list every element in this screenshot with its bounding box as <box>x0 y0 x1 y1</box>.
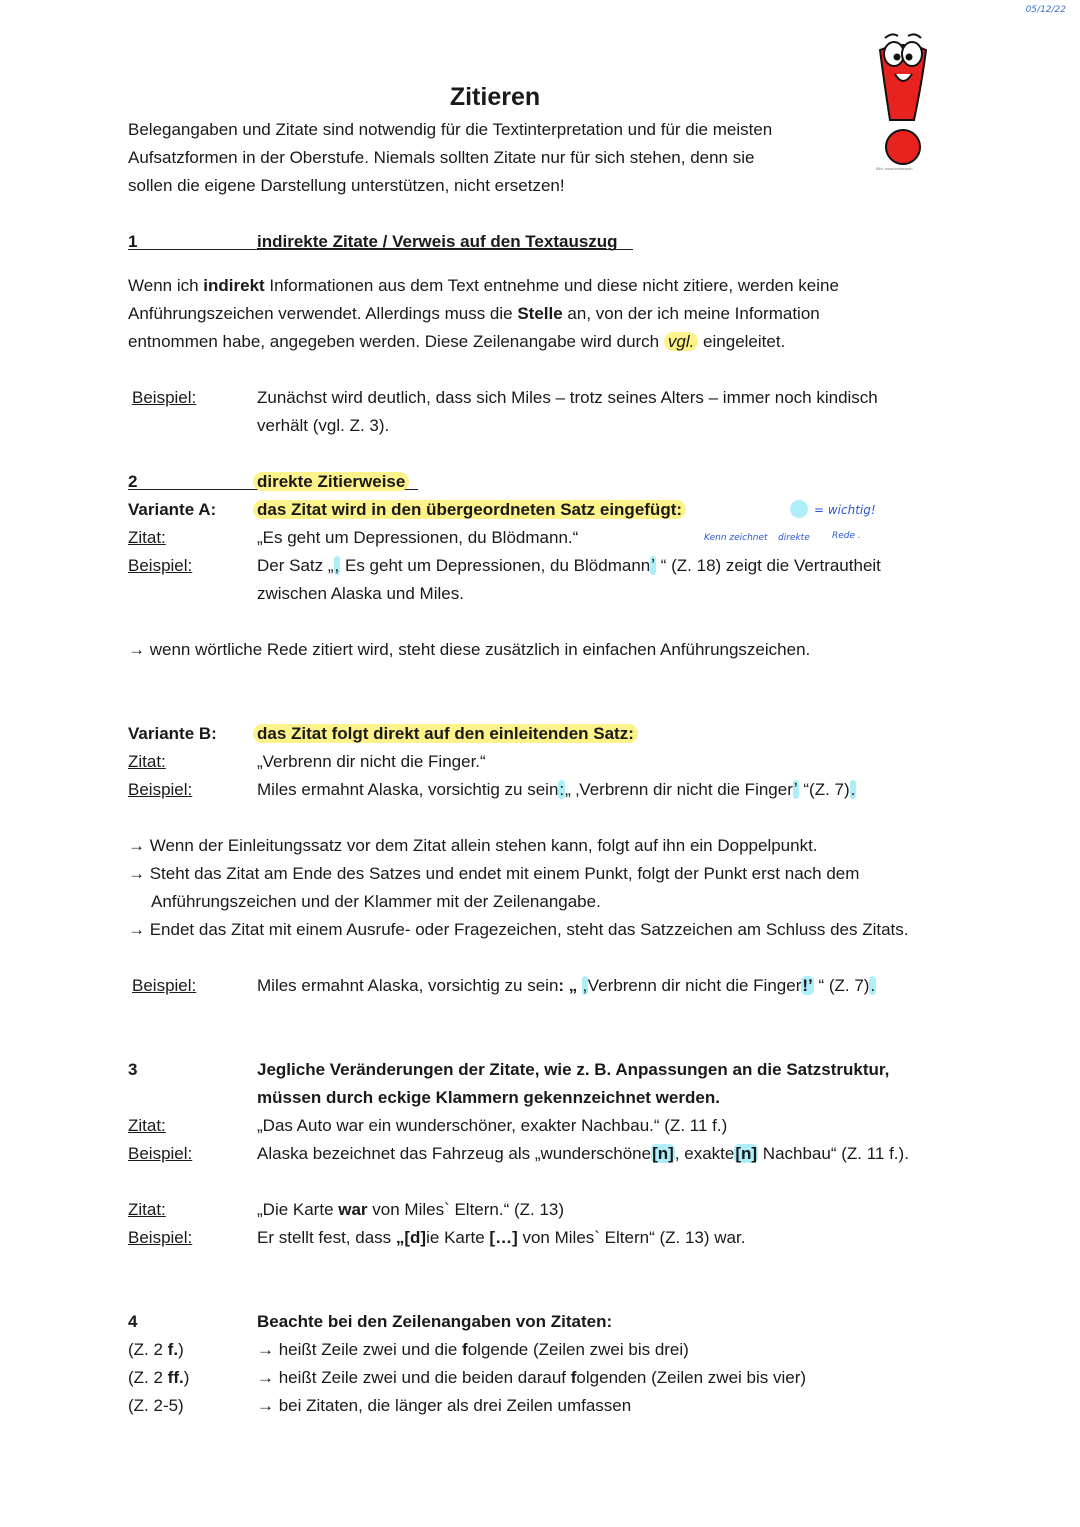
legend-text: = wichtig! <box>814 503 876 517</box>
line-ref-label <box>128 1336 184 1364</box>
text-run-bold: f. <box>167 1340 179 1359</box>
zitat-label: Zitat: <box>128 1116 166 1135</box>
rule-line: → Wenn der Einleitungssatz vor dem Zitat allein stehen kann, folgt auf ihn ein Doppelpunkt. <box>128 836 818 855</box>
text-run-bold: f <box>570 1368 577 1387</box>
handwritten-note: direkte <box>778 533 810 543</box>
section-4-number: 4 <box>128 1312 138 1331</box>
text-run: Miles ermahnt Alaska, vorsichtig zu sein <box>257 780 559 799</box>
beispiel-label: Beispiel: <box>128 1228 193 1247</box>
text-run: Der Satz „ <box>257 556 334 575</box>
legend-swatch-icon <box>790 500 808 518</box>
text-run: ie Karte <box>426 1228 490 1247</box>
highlighted-mark: ‚ <box>583 976 587 995</box>
beispiel-3b <box>257 1224 957 1252</box>
section-1-example <box>257 384 957 440</box>
zitat-label: Zitat: <box>128 1200 166 1219</box>
zitat-3b <box>257 1196 957 1224</box>
text-run: Miles ermahnt Alaska, vorsichtig zu sein <box>257 976 559 995</box>
example-line: verhält (vgl. Z. 3). <box>257 416 390 435</box>
handwritten-note: Kenn zeichnet <box>704 533 768 543</box>
text-run: eingeleitet. <box>698 332 786 351</box>
text-run: Alaska bezeichnet das Fahrzeug als „wunderschöne <box>257 1144 652 1163</box>
beispiel-label: Beispiel: <box>128 780 193 799</box>
highlighted-mark: . <box>850 780 856 799</box>
text-run: Er stellt fest, dass <box>257 1228 396 1247</box>
beispiel-label: Beispiel: <box>132 976 197 995</box>
text-run: Wenn ich <box>128 276 204 295</box>
text-run: Informationen aus dem Text entnehme und diese nicht zitiere, werden keine <box>264 276 839 295</box>
text-run-bold: : „ <box>558 976 583 995</box>
rule-a: → wenn wörtliche Rede zitiert wird, steht diese zusätzlich in einfachen Anführungszeichen. <box>128 640 811 659</box>
section-3-number: 3 <box>128 1060 138 1079</box>
highlighted-mark: ʼ <box>793 780 798 799</box>
highlighted-mark: . <box>870 976 876 995</box>
intro-line: Aufsatzformen in der Oberstufe. Niemals sollten Zitate nur für sich stehen, denn sie <box>128 148 755 167</box>
text-run: olgende (Zeilen zwei bis drei) <box>467 1340 689 1359</box>
variant-b-text: das Zitat folgt direkt auf den einleitenden Satz: <box>253 724 638 743</box>
text-run: (Z. 2 <box>128 1368 168 1387</box>
handwritten-note: Rede . <box>832 531 861 541</box>
date-note: 05/12/22 <box>1025 5 1066 15</box>
variant-a-label: Variante A: <box>128 500 217 519</box>
text-run-bold: war <box>338 1200 368 1219</box>
text-run: zwischen Alaska und Miles. <box>257 584 464 603</box>
rule-line: → Steht das Zitat am Ende des Satzes und endet mit einem Punkt, folgt der Punkt erst nach dem <box>128 864 860 883</box>
section-3-heading <box>257 1056 977 1112</box>
text-run-bold: f <box>462 1340 468 1359</box>
text-run: entnommen habe, angegeben werden. Diese Zeilenangabe wird durch <box>128 332 664 351</box>
beispiel-3a <box>257 1140 977 1168</box>
text-run: ) <box>183 1368 190 1387</box>
beispiel-label: Beispiel: <box>128 1144 193 1163</box>
text-run: „ ‚Verbrenn dir nicht die Finger <box>565 780 793 799</box>
text-run: olgenden (Zeilen zwei bis vier) <box>576 1368 807 1387</box>
text-run: “(Z. 7) <box>798 780 850 799</box>
highlighted-mark: , <box>334 556 340 575</box>
line-ref-label: (Z. 2-5) <box>128 1396 184 1415</box>
beispiel-b <box>257 776 957 804</box>
text-run: Nachbau“ (Z. 11 f.). <box>758 1144 909 1163</box>
beispiel-c <box>257 972 957 1000</box>
text-run: an, von der ich meine Information <box>562 304 820 323</box>
zitat-a: „Es geht um Depressionen, du Blödmann.“ <box>257 528 579 547</box>
text-run: von Miles` Eltern.“ (Z. 13) <box>367 1200 565 1219</box>
text-run: ) <box>178 1340 184 1359</box>
line-ref-rule: → bei Zitaten, die länger als drei Zeilen umfassen <box>257 1396 632 1415</box>
zitat-b: „Verbrenn dir nicht die Finger.“ <box>257 752 486 771</box>
highlighted-mark: [n] <box>652 1144 674 1163</box>
intro-line: Belegangaben und Zitate sind notwendig für die Textinterpretation und für die meisten <box>128 120 773 139</box>
highlighted-mark: [n] <box>735 1144 758 1163</box>
logo-credit: Bild: www.lexisearch <box>876 166 913 171</box>
highlighted-mark: ʼ <box>651 556 656 575</box>
rules-list <box>128 832 968 944</box>
beispiel-label: Beispiel: <box>128 556 193 575</box>
rule-line: Anführungszeichen und der Klammer mit der Zeilenangabe. <box>151 892 601 911</box>
section-1-paragraph <box>128 272 928 356</box>
zitat-3a: „Das Auto war ein wunderschöner, exakter Nachbau.“ (Z. 11 f.) <box>257 1116 728 1135</box>
text-run: “ (Z. 18) zeigt die Vertrautheit <box>656 556 881 575</box>
page-title: Zitieren <box>449 83 541 111</box>
text-run-bold: „[d] <box>395 1228 427 1247</box>
text-run: „Die Karte <box>257 1200 339 1219</box>
section-1-example-label: Beispiel: <box>132 388 197 407</box>
variant-a-text: das Zitat wird in den übergeordneten Satz eingefügt: <box>253 500 686 519</box>
highlighted-mark: !ʼ <box>802 976 813 995</box>
heading-line: müssen durch eckige Klammern gekennzeichnet werden. <box>257 1088 720 1107</box>
highlighted-vgl: vgl. <box>664 332 698 351</box>
section-1-number: 1 <box>128 232 138 251</box>
intro-paragraph <box>128 116 868 200</box>
heading-line: Jegliche Veränderungen der Zitate, wie z. B. Anpassungen an die Satzstruktur, <box>257 1060 890 1079</box>
variant-b-label: Variante B: <box>128 724 217 743</box>
text-run: , exakte <box>674 1144 735 1163</box>
text-run: Es geht um Depressionen, du Blödmann <box>340 556 651 575</box>
zitat-label: Zitat: <box>128 528 166 547</box>
text-run-bold: Stelle <box>517 304 563 323</box>
section-4-heading: Beachte bei den Zeilenangaben von Zitaten: <box>257 1312 613 1331</box>
line-ref-rule <box>257 1336 957 1364</box>
zitat-label: Zitat: <box>128 752 166 771</box>
section-1-heading: indirekte Zitate / Verweis auf den Textauszug <box>257 232 618 251</box>
text-run: → heißt Zeile zwei und die <box>257 1340 463 1359</box>
rule-line: → Endet das Zitat mit einem Ausrufe- oder Fragezeichen, steht das Satzzeichen am Schluss des Zitats. <box>128 920 909 939</box>
section-2-heading: direkte Zitierweise <box>253 472 409 491</box>
text-run-bold: […] <box>489 1228 518 1247</box>
section-2-number: 2 <box>128 472 138 491</box>
intro-line: sollen die eigene Darstellung unterstützen, nicht ersetzen! <box>128 176 565 195</box>
text-run-bold: ff. <box>167 1368 184 1387</box>
line-ref-label <box>128 1364 189 1392</box>
line-ref-rule <box>257 1364 977 1392</box>
beispiel-a <box>257 552 957 608</box>
highlighted-mark: : <box>559 780 565 799</box>
example-line: Zunächst wird deutlich, dass sich Miles – trotz seines Alters – immer noch kindisch <box>257 388 878 407</box>
text-run: Anführungszeichen verwendet. Allerdings muss die <box>128 304 518 323</box>
text-run: → heißt Zeile zwei und die beiden darauf <box>257 1368 571 1387</box>
text-run-bold: indirekt <box>203 276 265 295</box>
text-run: Verbrenn dir nicht die Finger <box>587 976 802 995</box>
text-run: (Z. 2 <box>128 1340 168 1359</box>
text-run: von Miles` Eltern“ (Z. 13) war. <box>517 1228 746 1247</box>
text-run: “ (Z. 7) <box>813 976 870 995</box>
